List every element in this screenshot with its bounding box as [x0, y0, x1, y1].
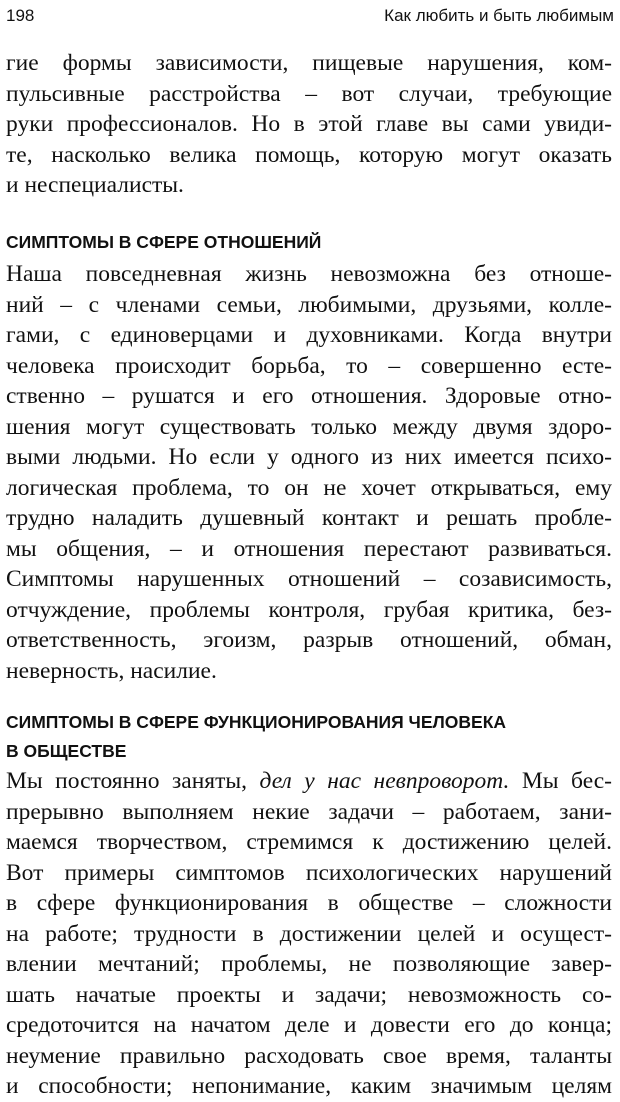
text-line: неумение правильно расходовать свое время, таланты: [6, 1042, 612, 1069]
text-line: пульсивные расстройства – вот случаи, требующие: [6, 80, 612, 107]
text-line: маемся творчеством, стремимся к достижению целей.: [6, 829, 612, 855]
heading-line: СИМПТОМЫ В СФЕРЕ ФУНКЦИОНИРОВАНИЯ ЧЕЛОВЕКА: [6, 712, 507, 732]
text-line: в сфере функционирования в обществе – сложности: [6, 890, 612, 916]
text-line: трудно наладить душевный контакт и решать пробле-: [6, 505, 612, 531]
text-line: Симптомы нарушенных отношений – созависимость,: [6, 566, 612, 592]
paragraph-relationships: [6, 259, 612, 686]
text-line: и неспециалисты.: [6, 172, 184, 198]
text-run: Мы постоянно заняты,: [6, 768, 260, 794]
book-title: Как любить и быть любимым: [384, 6, 614, 25]
heading-line: В ОБЩЕСТВЕ: [6, 741, 127, 761]
text-line: Наша повседневная жизнь невозможна без отноше-: [6, 261, 612, 287]
paragraph-intro: [6, 48, 612, 201]
text-line: неверность, насилие.: [6, 657, 217, 684]
section-heading-social-functioning: [6, 708, 612, 766]
text-line: руки профессионалов. Но в этой главе вы сами увиди-: [6, 111, 612, 137]
running-header: [6, 4, 614, 28]
text-line: шать начатые проекты и задачи; невозможность со-: [6, 981, 612, 1008]
text-line: и способности; непонимание, каким значимым целям: [6, 1073, 612, 1099]
paragraph-social-functioning: [6, 766, 612, 1102]
emphasis-text: дел у нас невпроворот.: [259, 768, 510, 794]
text-line: мы общения, – и отношения перестают развиваться.: [6, 535, 612, 562]
text-run: Мы бес-: [509, 768, 612, 794]
text-line: гие формы зависимости, пищевые нарушения, ком-: [6, 50, 612, 76]
text-line: средоточится на начатом деле и довести его до конца;: [6, 1012, 612, 1038]
text-line: выми людьми. Но если у одного из них имеется психо-: [6, 444, 612, 470]
text-line: шения могут существовать только между двумя здоро-: [6, 413, 612, 440]
text-line: те, насколько велика помощь, которую могут оказать: [6, 141, 612, 168]
section-heading-relationships: СИМПТОМЫ В СФЕРЕ ОТНОШЕНИЙ: [6, 232, 322, 252]
text-line: гами, с единоверцами и духовниками. Когда внутри: [6, 322, 612, 348]
text-line: прерывно выполняем некие задачи – работаем, зани-: [6, 798, 612, 825]
text-line: ственно – рушатся и его отношения. Здоровые отно-: [6, 383, 612, 409]
text-line: на работе; трудности в достижении целей и осущест-: [6, 920, 612, 947]
text-line: влении мечтаний; проблемы, не позволяющие завер-: [6, 951, 612, 977]
text-line: логическая проблема, то он не хочет открываться, ему: [6, 474, 612, 501]
text-line: ний – с членами семьи, любимыми, друзьями, колле-: [6, 291, 612, 318]
text-line: [6, 766, 612, 797]
text-line: отчуждение, проблемы контроля, грубая критика, без-: [6, 596, 612, 623]
text-line: человека происходит борьба, то – совершенно есте-: [6, 352, 612, 379]
page-number: 198: [6, 6, 35, 25]
text-line: ответственность, эгоизм, разрыв отношений, обман,: [6, 627, 612, 653]
text-line: Вот примеры симптомов психологических нарушений: [6, 859, 612, 886]
